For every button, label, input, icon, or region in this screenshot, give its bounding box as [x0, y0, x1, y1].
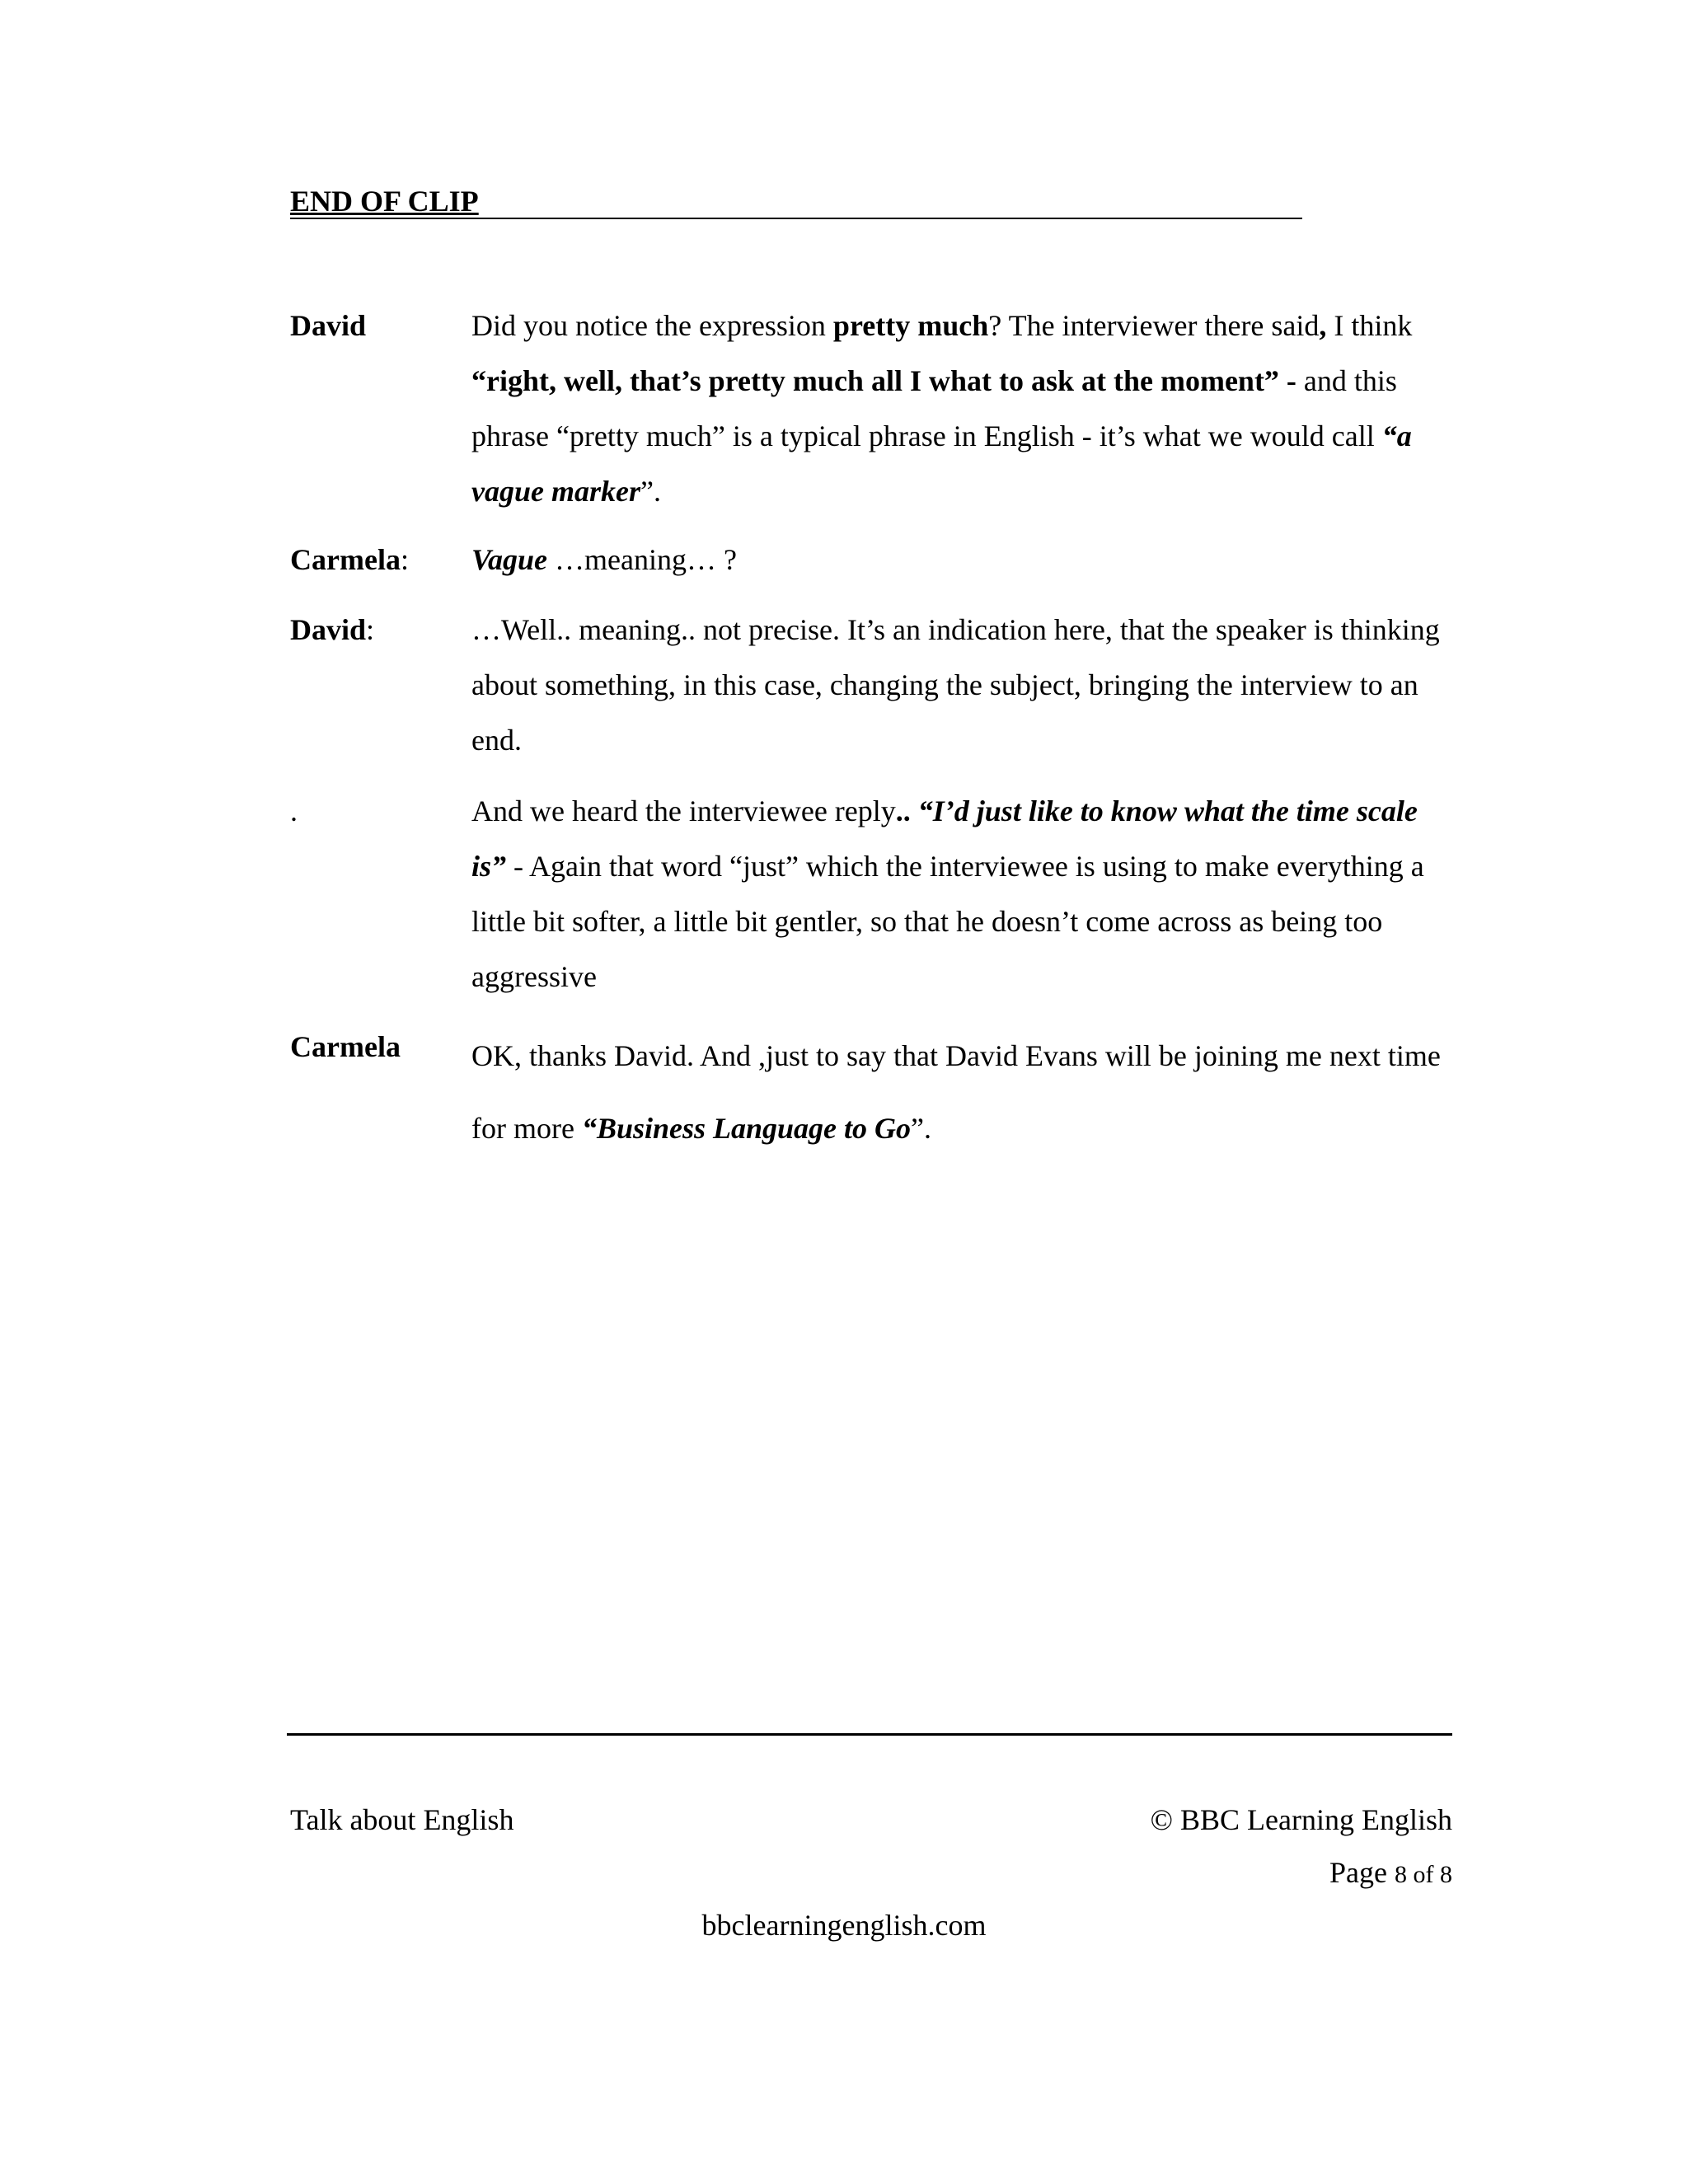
- speaker-name: Carmela: [290, 543, 401, 576]
- speech-text-run: I think: [1326, 309, 1413, 342]
- speaker-name: David: [290, 613, 367, 646]
- speech-text-run: …meaning… ?: [547, 543, 737, 576]
- speech-text-run: - Again that word “just” which the interviewee is using to make everything a little bit softer, a little bit gentler, so that he doesn’t come across as being too aggressive: [471, 850, 1424, 993]
- speech-text-run: and this phrase “pretty much” is a typical phrase in English - it’s what we would call: [471, 364, 1397, 452]
- speaker-suffix: :: [366, 613, 375, 646]
- footer-series-title: Talk about English: [290, 1803, 514, 1836]
- speaker-label: [290, 602, 374, 658]
- footer-website-url: bbclearningenglish.com: [701, 1909, 987, 1942]
- speech-block: [471, 1019, 1452, 1165]
- speech-text-run: “Business Language to Go: [581, 1112, 912, 1145]
- speech-paragraph: [471, 298, 1452, 519]
- speech-text-run: “a vague marker: [471, 419, 1412, 508]
- speech-text-run: pretty much: [832, 309, 989, 342]
- speaker-suffix: .: [290, 794, 298, 827]
- speech-block: [471, 602, 1452, 768]
- footer-divider: [287, 1733, 1452, 1736]
- speech-text-run: “right, well, that’s pretty much all I what to ask at the moment” -: [471, 364, 1296, 397]
- speech-text-run: Vague: [471, 543, 548, 576]
- speaker-label: [290, 298, 366, 354]
- page-label: Page: [1329, 1856, 1387, 1889]
- end-of-clip-text: END OF CLIP: [290, 185, 479, 218]
- speech-text-run: …Well.. meaning.. not precise. It’s an indication here, that the speaker is thinking about something, in this case, changing the subject, bringing the interview to an end.: [471, 613, 1440, 757]
- speech-paragraph: [471, 602, 1452, 768]
- speech-paragraph: [471, 1019, 1452, 1165]
- speech-block: [471, 532, 1452, 588]
- speaker-name: David: [290, 309, 367, 342]
- speaker-name: Carmela: [290, 1030, 401, 1063]
- speech-text-run: Did you notice the expression: [471, 309, 833, 342]
- speaker-label: [290, 1019, 401, 1075]
- speech-text-run: ? The interviewer there said: [988, 309, 1320, 342]
- speaker-label: [290, 784, 298, 839]
- speech-paragraph: [471, 784, 1452, 1005]
- speech-text-run: ”.: [640, 475, 661, 508]
- speech-text-run: [911, 794, 918, 827]
- speech-text-run: OK, thanks David. And ,just to say that David Evans will be joining me next time for more: [471, 1039, 1441, 1145]
- speaker-suffix: :: [400, 543, 409, 576]
- end-of-clip-heading: [290, 183, 1302, 219]
- speech-text-run: And we heard the interviewee reply: [471, 794, 896, 827]
- speaker-label: [290, 532, 409, 588]
- speech-paragraph: [471, 532, 1452, 588]
- speech-block: [471, 298, 1452, 519]
- speech-text-run: ,: [1319, 309, 1327, 342]
- speech-text-run: ”.: [911, 1112, 932, 1145]
- speech-text-run: ..: [895, 794, 911, 827]
- footer-page-number: [1329, 1854, 1452, 1893]
- footer-copyright: © BBC Learning English: [1150, 1803, 1452, 1836]
- speech-block: [471, 784, 1452, 1005]
- heading-underline-rule: [290, 218, 1302, 219]
- speech-text-run: “I’d just like to know what the time scale is”: [471, 794, 1418, 883]
- page-count: 8 of 8: [1395, 1861, 1452, 1888]
